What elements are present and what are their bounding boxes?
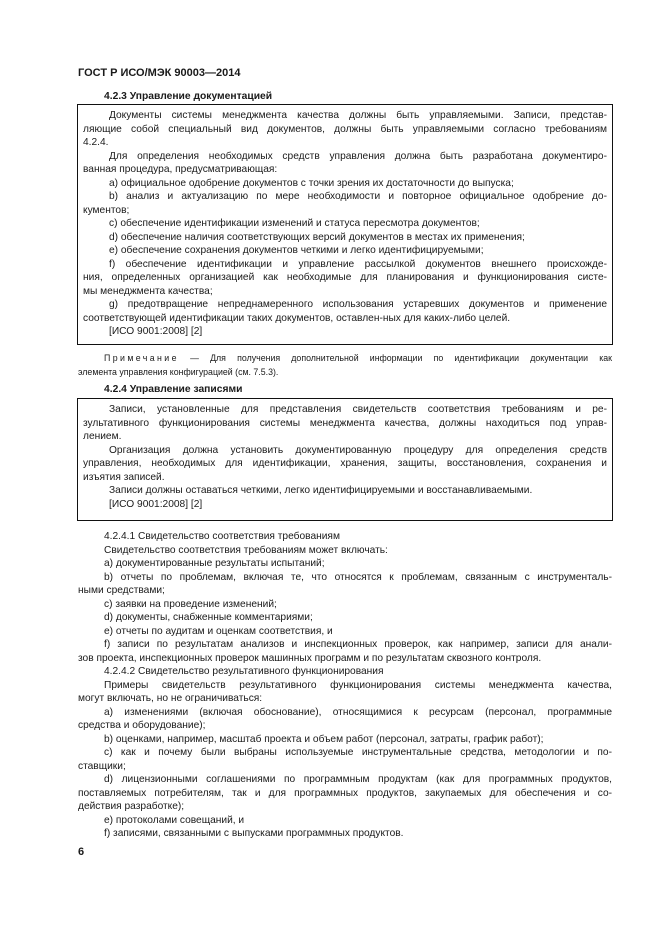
note-label: Примечание (104, 353, 179, 363)
section-heading-4-2-4: 4.2.4 Управление записями (104, 384, 243, 395)
text-line: Записи должны оставаться четкими, легко идентифицируемыми и восстанавливаемыми. (109, 485, 533, 496)
text-line: 4.2.4. (83, 137, 109, 148)
note (78, 351, 612, 379)
note-line: элемента управления конфигурацией (см. 7.5.3). (78, 367, 279, 377)
text-line: a) официальное одобрение документов с точки зрения их достаточности до выпуска; (109, 177, 514, 189)
text-line: Свидетельство соответствия требованиям может включать: (104, 544, 388, 556)
text-line: a) изменениями (включая обоснование), относящимися к ресурсам (персонал, программные (104, 706, 612, 718)
text-line: средства и оборудование); (78, 720, 206, 731)
text-line: мы менеджмента качества; (83, 285, 213, 297)
document-header: ГОСТ Р ИСО/МЭК 90003—2014 (78, 67, 241, 79)
page-number: 6 (78, 846, 85, 858)
text-line: g) предотвращение непреднамеренного использования устаревших документов и применение (109, 299, 607, 310)
text-line: c) заявки на проведение изменений; (104, 598, 277, 610)
text-line: могут включать, но не ограничиваться: (78, 693, 263, 704)
text-line: e) протоколами совещаний, и (104, 814, 245, 826)
text-line: f) записями, связанными с выпусками программных продуктов. (104, 828, 404, 839)
text-line: Записи, установленные для представления свидетельств соответствия требованиям и ре- (109, 404, 607, 415)
text-line: f) записи по результатам анализов и инспекционных проверок, как например, записи для анали- (104, 639, 612, 650)
body-text (78, 530, 612, 841)
section-heading-4-2-3: 4.2.3 Управление документацией (104, 91, 273, 102)
text-line: управления, необходимых для идентификации, хранения, защиты, восстановления, сохранения и (83, 458, 607, 469)
text-line: a) документированные результаты испытаний; (104, 558, 325, 569)
text-line: ния, определенных организацией как необходимые для планирования и функционирования систе- (83, 272, 607, 283)
text-line: соответствующей идентификации таких документов, оставлен-ных для каких-либо целей. (83, 312, 511, 324)
text-line: поставляемых потребителям, так и для программных продуктов, закупаемых для обеспечения и со- (78, 787, 612, 799)
text-line: f) обеспечение идентификации и управление рассылкой документов внешнего происхожде- (109, 258, 607, 270)
note-line (78, 351, 612, 365)
text-line: 4.2.4.2 Свидетельство результативного функционирования (104, 666, 384, 677)
text-line: 4.2.4.1 Свидетельство соответствия требованиям (104, 531, 340, 542)
text-line: d) обеспечение наличия соответствующих версий документов в местах их применения; (109, 231, 525, 243)
text-line: ляющие собой специальный вид документов, должны быть управляемыми согласно требованиям (83, 123, 607, 135)
text-line: b) отчеты по проблемам, включая те, что относятся к проблемам, связанным с инструменталь- (104, 571, 612, 583)
text-line: d) лицензионными соглашениями по программным продуктам (как для программных продуктов, (104, 774, 612, 785)
text-line: e) обеспечение сохранения документов четкими и легко идентифицируемыми; (109, 245, 484, 256)
text-line: e) отчеты по аудитам и оценкам соответствия, и (104, 625, 333, 637)
text-line: ставщики; (78, 760, 126, 772)
text-line: Примеры свидетельств результативного функционирования системы менеджмента качества, (104, 679, 612, 691)
text-line: d) документы, снабженные комментариями; (104, 612, 313, 623)
text-line: ванная процедура, предусматривающая: (83, 164, 278, 175)
requirement-box-4-2-3 (77, 104, 613, 345)
text-line: действия разработке); (78, 801, 185, 812)
text-line: Организация должна установить документированную процедуру для определения средств (109, 444, 607, 456)
text-line: ными средствами; (78, 585, 165, 596)
text-line: c) обеспечение идентификации изменений и статуса пересмотра документов; (109, 218, 480, 229)
requirement-box-4-2-4 (77, 398, 613, 521)
text-line: лением. (83, 431, 122, 442)
text-line: b) оценками, например, масштаб проекта и объем работ (персонал, затраты, график работ); (104, 733, 544, 745)
text-line: c) как и почему были выбраны используемые инструментальные средства, методологии и по- (104, 747, 612, 758)
text-line: зов проекта, инспекционных проверок машинных программ и по результатам сквозного контроля. (78, 652, 542, 664)
text-line: зультативного функционирования системы менеджмента качества, должны находиться под управ- (83, 417, 607, 429)
text-line: Документы системы менеджмента качества должны быть управляемыми. Записи, представ- (109, 110, 607, 121)
text-line: изъятия записей. (83, 471, 165, 483)
text-line: Для определения необходимых средств управления должна быть разработана документиро- (109, 150, 607, 162)
text-line: b) анализ и актуализацию по мере необходимости и повторное официальное одобрение до- (109, 191, 607, 202)
text-line: [ИСО 9001:2008] [2] (109, 326, 203, 337)
text-line: кументов; (83, 204, 130, 216)
note-text: — Для получения дополнительной информации по идентификации документации как (178, 353, 612, 363)
text-line: [ИСО 9001:2008] [2] (109, 498, 203, 510)
